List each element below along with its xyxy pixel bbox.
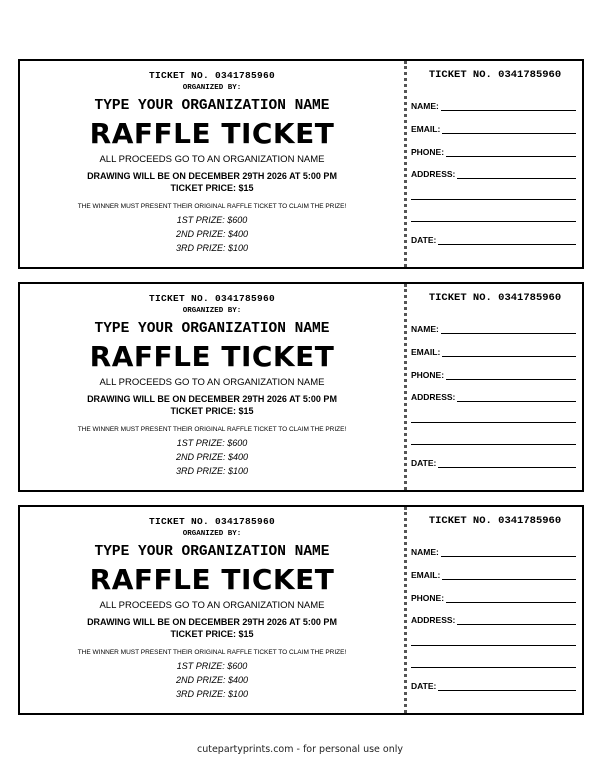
proceeds-note: ALL PROCEEDS GO TO AN ORGANIZATION NAME — [99, 154, 325, 165]
third-prize: 3RD PRIZE: $100 — [175, 466, 249, 476]
address-line-3[interactable] — [411, 667, 576, 668]
phone-field[interactable] — [411, 593, 576, 603]
date-line[interactable] — [438, 682, 576, 691]
ticket-title: RAFFLE TICKET — [89, 563, 335, 596]
organization-name: TYPE YOUR ORGANIZATION NAME — [94, 98, 330, 114]
ticket-main-section — [20, 507, 404, 713]
raffle-ticket-1 — [18, 59, 584, 269]
footer-credit: cutepartyprints.com - for personal use only — [196, 744, 404, 755]
date-field[interactable] — [411, 681, 576, 691]
date-label: DATE: — [411, 235, 437, 245]
email-line[interactable] — [442, 125, 576, 134]
email-line[interactable] — [442, 571, 576, 580]
winner-note: THE WINNER MUST PRESENT THEIR ORIGINAL RAFFLE TICKET TO CLAIM THE PRIZE! — [77, 203, 347, 210]
email-label: EMAIL: — [411, 124, 441, 134]
raffle-ticket-2 — [18, 282, 584, 492]
date-field[interactable] — [411, 458, 576, 468]
third-prize: 3RD PRIZE: $100 — [175, 243, 249, 253]
third-prize: 3RD PRIZE: $100 — [175, 689, 249, 699]
stub-ticket-number: TICKET NO. 0341785960 — [428, 515, 562, 527]
perforation-line — [404, 61, 407, 267]
perforation-line — [404, 507, 407, 713]
phone-label: PHONE: — [411, 370, 445, 380]
second-prize: 2ND PRIZE: $400 — [175, 452, 249, 462]
ticket-stub — [408, 507, 582, 713]
phone-label: PHONE: — [411, 593, 445, 603]
raffle-ticket-3 — [18, 505, 584, 715]
date-line[interactable] — [438, 236, 576, 245]
name-line[interactable] — [441, 102, 576, 111]
proceeds-note: ALL PROCEEDS GO TO AN ORGANIZATION NAME — [99, 600, 325, 611]
email-field[interactable] — [411, 347, 576, 357]
address-line-2[interactable] — [411, 645, 576, 646]
phone-line[interactable] — [446, 594, 576, 603]
ticket-title: RAFFLE TICKET — [89, 117, 335, 150]
address-field[interactable] — [411, 169, 576, 179]
email-label: EMAIL: — [411, 347, 441, 357]
ticket-price: TICKET PRICE: $15 — [170, 183, 254, 193]
address-line[interactable] — [457, 616, 576, 625]
ticket-number: TICKET NO. 0341785960 — [148, 516, 276, 527]
name-label: NAME: — [411, 101, 439, 111]
perforation-line — [404, 284, 407, 490]
ticket-stub — [408, 284, 582, 490]
address-label: ADDRESS: — [411, 169, 456, 179]
organized-by-label: ORGANIZED BY: — [182, 307, 242, 315]
second-prize: 2ND PRIZE: $400 — [175, 675, 249, 685]
stub-ticket-number: TICKET NO. 0341785960 — [428, 292, 562, 304]
first-prize: 1ST PRIZE: $600 — [176, 661, 248, 671]
ticket-number: TICKET NO. 0341785960 — [148, 70, 276, 81]
date-label: DATE: — [411, 681, 437, 691]
first-prize: 1ST PRIZE: $600 — [176, 438, 248, 448]
address-label: ADDRESS: — [411, 615, 456, 625]
address-label: ADDRESS: — [411, 392, 456, 402]
drawing-date: DRAWING WILL BE ON DECEMBER 29TH 2026 AT 5:00 PM — [87, 171, 337, 181]
email-field[interactable] — [411, 570, 576, 580]
date-line[interactable] — [438, 459, 576, 468]
second-prize: 2ND PRIZE: $400 — [175, 229, 249, 239]
ticket-title: RAFFLE TICKET — [89, 340, 335, 373]
email-field[interactable] — [411, 124, 576, 134]
name-label: NAME: — [411, 547, 439, 557]
proceeds-note: ALL PROCEEDS GO TO AN ORGANIZATION NAME — [99, 377, 325, 388]
name-line[interactable] — [441, 325, 576, 334]
ticket-price: TICKET PRICE: $15 — [170, 406, 254, 416]
organized-by-label: ORGANIZED BY: — [182, 84, 242, 92]
date-field[interactable] — [411, 235, 576, 245]
date-label: DATE: — [411, 458, 437, 468]
organized-by-label: ORGANIZED BY: — [182, 530, 242, 538]
address-line-3[interactable] — [411, 444, 576, 445]
address-line-3[interactable] — [411, 221, 576, 222]
organization-name: TYPE YOUR ORGANIZATION NAME — [94, 544, 330, 560]
drawing-date: DRAWING WILL BE ON DECEMBER 29TH 2026 AT 5:00 PM — [87, 394, 337, 404]
phone-label: PHONE: — [411, 147, 445, 157]
organization-name: TYPE YOUR ORGANIZATION NAME — [94, 321, 330, 337]
address-field[interactable] — [411, 615, 576, 625]
name-field[interactable] — [411, 324, 576, 334]
address-line[interactable] — [457, 393, 576, 402]
stub-ticket-number: TICKET NO. 0341785960 — [428, 69, 562, 81]
name-field[interactable] — [411, 547, 576, 557]
winner-note: THE WINNER MUST PRESENT THEIR ORIGINAL RAFFLE TICKET TO CLAIM THE PRIZE! — [77, 426, 347, 433]
address-line-2[interactable] — [411, 199, 576, 200]
ticket-price: TICKET PRICE: $15 — [170, 629, 254, 639]
name-line[interactable] — [441, 548, 576, 557]
name-label: NAME: — [411, 324, 439, 334]
address-field[interactable] — [411, 392, 576, 402]
email-label: EMAIL: — [411, 570, 441, 580]
ticket-stub — [408, 61, 582, 267]
name-field[interactable] — [411, 101, 576, 111]
address-line-2[interactable] — [411, 422, 576, 423]
phone-field[interactable] — [411, 370, 576, 380]
address-line[interactable] — [457, 170, 576, 179]
ticket-main-section — [20, 61, 404, 267]
winner-note: THE WINNER MUST PRESENT THEIR ORIGINAL RAFFLE TICKET TO CLAIM THE PRIZE! — [77, 649, 347, 656]
phone-field[interactable] — [411, 147, 576, 157]
ticket-number: TICKET NO. 0341785960 — [148, 293, 276, 304]
drawing-date: DRAWING WILL BE ON DECEMBER 29TH 2026 AT 5:00 PM — [87, 617, 337, 627]
first-prize: 1ST PRIZE: $600 — [176, 215, 248, 225]
phone-line[interactable] — [446, 371, 576, 380]
email-line[interactable] — [442, 348, 576, 357]
ticket-main-section — [20, 284, 404, 490]
phone-line[interactable] — [446, 148, 576, 157]
